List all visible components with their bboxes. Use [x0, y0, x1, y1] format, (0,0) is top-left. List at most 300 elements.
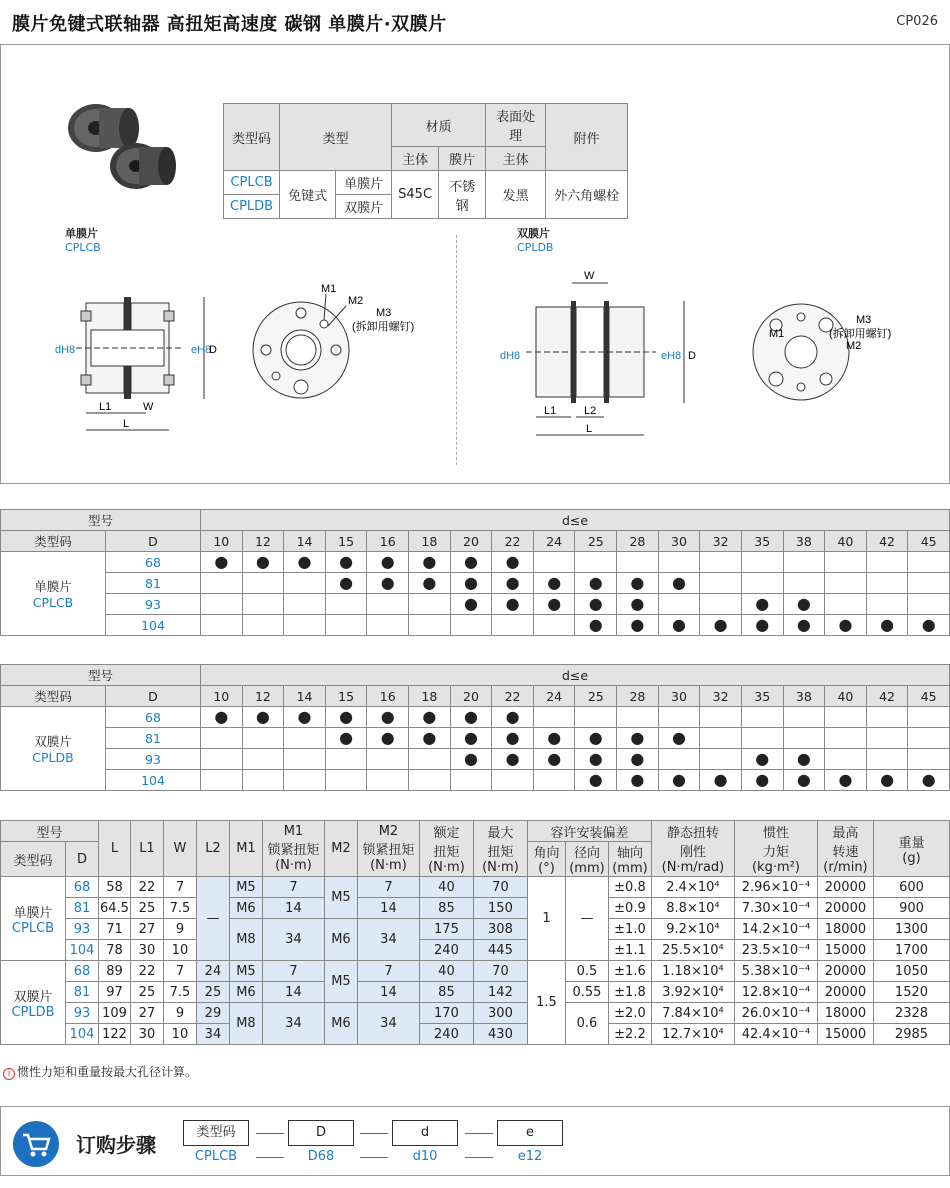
- sz2-d-value: 104: [106, 770, 201, 791]
- availability-dot: ●: [325, 728, 367, 749]
- single-diagram-label: 单膜片 CPLCB: [65, 227, 101, 254]
- big-m1: M5: [229, 877, 262, 898]
- big-axial: ±1.1: [608, 940, 651, 961]
- big-code-text: CPLCB: [11, 920, 55, 936]
- sz2-code-text: CPLDB: [32, 750, 74, 765]
- empty-cell: [825, 749, 867, 770]
- empty-cell: [658, 552, 700, 573]
- order-box-e: e: [497, 1120, 563, 1146]
- availability-dot: ●: [658, 615, 700, 636]
- availability-dot: ●: [617, 615, 659, 636]
- empty-cell: [908, 728, 950, 749]
- sz2-h-dle: d≤e: [201, 665, 950, 686]
- empty-cell: [367, 594, 409, 615]
- empty-cell: [201, 728, 243, 749]
- sz2-col-22: 22: [492, 686, 534, 707]
- size-table-single: [0, 509, 950, 636]
- big-h-m2-torque: M2 锁紧扭矩 (N·m): [357, 821, 419, 877]
- availability-dot: ●: [617, 594, 659, 615]
- spec-h-film: 膜片: [439, 147, 486, 171]
- single-side-drawing: [51, 275, 221, 445]
- big-inertia: 5.38×10⁻⁴: [734, 961, 817, 982]
- big-l1: 30: [130, 1024, 163, 1045]
- big-w: 10: [163, 940, 196, 961]
- empty-cell: [409, 749, 451, 770]
- availability-dot: ●: [242, 552, 284, 573]
- order-val-d: d10: [412, 1149, 438, 1164]
- empty-cell: [575, 707, 617, 728]
- empty-cell: [284, 594, 326, 615]
- sz1-d-value: 68: [106, 552, 201, 573]
- big-angle: 1: [527, 877, 565, 961]
- big-h-angle: 角向 (°): [527, 842, 565, 877]
- big-d: 104: [66, 1024, 99, 1045]
- availability-dot: ●: [658, 728, 700, 749]
- big-axial: ±2.2: [608, 1024, 651, 1045]
- big-weight: 2985: [873, 1024, 949, 1045]
- big-max: 308: [473, 919, 527, 940]
- big-max: 70: [473, 961, 527, 982]
- big-axial: ±1.8: [608, 982, 651, 1003]
- big-radial: 0.6: [565, 1003, 608, 1045]
- sz2-h-d: D: [106, 686, 201, 707]
- sz1-col-12: 12: [242, 531, 284, 552]
- big-stiff: 1.18×10⁴: [651, 961, 734, 982]
- big-stiff: 8.8×10⁴: [651, 898, 734, 919]
- empty-cell: [284, 770, 326, 791]
- sz1-col-40: 40: [825, 531, 867, 552]
- dim-l-double: L: [586, 423, 593, 435]
- availability-dot: ●: [533, 594, 575, 615]
- dim-dh8-double: dH8: [500, 350, 521, 362]
- empty-cell: [325, 615, 367, 636]
- big-weight: 1520: [873, 982, 949, 1003]
- big-h-rated: 额定 扭矩 (N·m): [419, 821, 473, 877]
- big-w: 7: [163, 961, 196, 982]
- big-t2: 14: [357, 982, 419, 1003]
- big-speed: 15000: [817, 940, 873, 961]
- availability-dot: ●: [575, 728, 617, 749]
- big-l1: 22: [130, 961, 163, 982]
- label-m2: M2: [348, 295, 364, 307]
- empty-cell: [450, 615, 492, 636]
- sz1-col-14: 14: [284, 531, 326, 552]
- big-t1: 34: [262, 1003, 324, 1045]
- big-speed: 20000: [817, 961, 873, 982]
- empty-cell: [201, 573, 243, 594]
- spec-h-type: 类型: [280, 104, 392, 171]
- availability-dot: ●: [492, 573, 534, 594]
- sz2-col-14: 14: [284, 686, 326, 707]
- spec-accessory: 外六角螺栓: [546, 171, 628, 219]
- availability-dot: ●: [866, 770, 908, 791]
- big-d: 104: [66, 940, 99, 961]
- spec-sub-single: 单膜片: [336, 171, 392, 195]
- big-t1: 7: [262, 961, 324, 982]
- availability-dot: ●: [617, 728, 659, 749]
- availability-dot: ●: [325, 707, 367, 728]
- empty-cell: [284, 749, 326, 770]
- big-m2: M5: [324, 877, 357, 919]
- empty-cell: [908, 573, 950, 594]
- empty-cell: [533, 770, 575, 791]
- empty-cell: [700, 552, 742, 573]
- empty-cell: [866, 594, 908, 615]
- availability-dot: ●: [575, 573, 617, 594]
- sz1-col-30: 30: [658, 531, 700, 552]
- spec-code-cplcb: CPLCB: [224, 171, 280, 195]
- empty-cell: [908, 749, 950, 770]
- empty-cell: [242, 770, 284, 791]
- sz1-h-xinghao: 型号: [1, 510, 201, 531]
- empty-cell: [741, 707, 783, 728]
- spec-h-typecode: 类型码: [224, 104, 280, 171]
- big-l2: 34: [196, 1024, 229, 1045]
- dim-eh8-double: eH8: [661, 350, 682, 362]
- sz2-col-28: 28: [617, 686, 659, 707]
- big-inertia: 23.5×10⁻⁴: [734, 940, 817, 961]
- availability-dot: ●: [450, 728, 492, 749]
- big-max: 430: [473, 1024, 527, 1045]
- big-radial-dash: —: [565, 877, 608, 961]
- empty-cell: [700, 749, 742, 770]
- big-d: 68: [66, 961, 99, 982]
- big-inertia: 2.96×10⁻⁴: [734, 877, 817, 898]
- availability-dot: ●: [741, 770, 783, 791]
- empty-cell: [908, 707, 950, 728]
- big-radial: 0.5: [565, 961, 608, 982]
- big-radial: 0.55: [565, 982, 608, 1003]
- sz1-col-32: 32: [700, 531, 742, 552]
- availability-dot: ●: [492, 728, 534, 749]
- sz1-code-text: CPLCB: [32, 595, 74, 610]
- availability-dot: ●: [575, 615, 617, 636]
- big-h-l: L: [99, 821, 131, 877]
- spec-h-material: 材质: [392, 104, 486, 147]
- big-weight: 1300: [873, 919, 949, 940]
- availability-dot: ●: [325, 573, 367, 594]
- sz2-h-typecode: 类型码: [1, 686, 106, 707]
- sz2-col-18: 18: [409, 686, 451, 707]
- big-h-m1: M1: [229, 821, 262, 877]
- empty-cell: [866, 552, 908, 573]
- empty-cell: [617, 552, 659, 573]
- empty-cell: [825, 552, 867, 573]
- availability-dot: ●: [284, 552, 326, 573]
- info-icon: i: [3, 1068, 15, 1080]
- dim-l1-double: L1: [544, 405, 557, 417]
- sz1-col-24: 24: [533, 531, 575, 552]
- availability-dot: ●: [575, 749, 617, 770]
- double-diagram-label: 双膜片 CPLDB: [517, 227, 554, 254]
- empty-cell: [866, 573, 908, 594]
- empty-cell: [700, 594, 742, 615]
- big-h-inertia: 惯性 力矩 (kg·m²): [734, 821, 817, 877]
- empty-cell: [367, 615, 409, 636]
- double-side-drawing: [496, 267, 706, 447]
- availability-dot: ●: [450, 552, 492, 573]
- sz1-h-d: D: [106, 531, 201, 552]
- availability-dot: ●: [783, 749, 825, 770]
- big-inertia: 42.4×10⁻⁴: [734, 1024, 817, 1045]
- sz1-col-45: 45: [908, 531, 950, 552]
- big-speed: 18000: [817, 1003, 873, 1024]
- availability-dot: ●: [409, 707, 451, 728]
- big-m1: M8: [229, 1003, 262, 1045]
- empty-cell: [201, 615, 243, 636]
- big-t2: 14: [357, 898, 419, 919]
- empty-cell: [741, 573, 783, 594]
- sz2-d-value: 93: [106, 749, 201, 770]
- big-weight: 1050: [873, 961, 949, 982]
- big-l: 122: [99, 1024, 131, 1045]
- big-h-xinghao: 型号: [1, 821, 99, 842]
- availability-dot: ●: [700, 770, 742, 791]
- empty-cell: [492, 615, 534, 636]
- big-m1: M5: [229, 961, 262, 982]
- availability-dot: ●: [908, 615, 950, 636]
- big-name-text: 单膜片: [13, 905, 53, 921]
- big-m2: M6: [324, 919, 357, 961]
- big-l1: 25: [130, 982, 163, 1003]
- empty-cell: [617, 707, 659, 728]
- empty-cell: [450, 770, 492, 791]
- big-w: 7: [163, 877, 196, 898]
- sz1-col-42: 42: [866, 531, 908, 552]
- availability-dot: ●: [367, 573, 409, 594]
- big-axial: ±0.9: [608, 898, 651, 919]
- sz1-name-text: 单膜片: [34, 579, 72, 594]
- footnote: i 惯性力矩和重量按最大孔径计算。: [3, 1063, 197, 1080]
- big-rated: 85: [419, 982, 473, 1003]
- spec-surface: 发黑: [486, 171, 546, 219]
- big-rated: 40: [419, 961, 473, 982]
- availability-dot: ●: [741, 749, 783, 770]
- big-m2: M6: [324, 1003, 357, 1045]
- big-t2: 7: [357, 961, 419, 982]
- big-w: 10: [163, 1024, 196, 1045]
- big-inertia: 14.2×10⁻⁴: [734, 919, 817, 940]
- label-m3-note-double: (拆卸用螺钉): [829, 328, 892, 340]
- order-steps: [0, 1106, 950, 1176]
- empty-cell: [242, 594, 284, 615]
- availability-dot: ●: [201, 707, 243, 728]
- spec-film-material: 不锈钢: [439, 171, 486, 219]
- spec-h-accessory: 附件: [546, 104, 628, 171]
- big-d: 81: [66, 982, 99, 1003]
- big-h-l2: L2: [196, 821, 229, 877]
- empty-cell: [201, 594, 243, 615]
- dim-d-cap: D: [209, 344, 217, 356]
- page-title: 膜片免键式联轴器 高扭矩高速度 碳钢 单膜片·双膜片: [12, 14, 447, 35]
- empty-cell: [866, 728, 908, 749]
- cart-icon: [13, 1121, 59, 1167]
- big-stiff: 12.7×10⁴: [651, 1024, 734, 1045]
- availability-dot: ●: [533, 573, 575, 594]
- sz2-d-value: 68: [106, 707, 201, 728]
- availability-dot: ●: [617, 573, 659, 594]
- sz1-d-value: 93: [106, 594, 201, 615]
- empty-cell: [783, 728, 825, 749]
- size-table-double: [0, 664, 950, 791]
- big-stiff: 7.84×10⁴: [651, 1003, 734, 1024]
- big-rated: 85: [419, 898, 473, 919]
- sz1-h-typecode: 类型码: [1, 531, 106, 552]
- big-d: 93: [66, 1003, 99, 1024]
- availability-dot: ●: [284, 707, 326, 728]
- availability-dot: ●: [825, 770, 867, 791]
- order-title: 订购步骤: [76, 1133, 156, 1157]
- big-l1: 27: [130, 919, 163, 940]
- spec-type: 免键式: [280, 171, 336, 219]
- big-l2: 29: [196, 1003, 229, 1024]
- big-rated: 170: [419, 1003, 473, 1024]
- catalog-code: CP026: [896, 14, 938, 29]
- big-speed: 20000: [817, 898, 873, 919]
- availability-dot: ●: [658, 770, 700, 791]
- empty-cell: [242, 615, 284, 636]
- big-w: 9: [163, 1003, 196, 1024]
- sz1-col-10: 10: [201, 531, 243, 552]
- empty-cell: [700, 728, 742, 749]
- empty-cell: [825, 728, 867, 749]
- big-l: 64.5: [99, 898, 131, 919]
- big-speed: 20000: [817, 877, 873, 898]
- big-inertia: 12.8×10⁻⁴: [734, 982, 817, 1003]
- sz2-col-45: 45: [908, 686, 950, 707]
- big-l1: 27: [130, 1003, 163, 1024]
- empty-cell: [367, 770, 409, 791]
- empty-cell: [325, 770, 367, 791]
- big-max: 300: [473, 1003, 527, 1024]
- sz2-name-text: 双膜片: [34, 734, 72, 749]
- sz2-col-25: 25: [575, 686, 617, 707]
- dimension-table: [0, 820, 950, 1045]
- big-rated: 240: [419, 1024, 473, 1045]
- big-t2: 34: [357, 919, 419, 961]
- big-axial: ±1.0: [608, 919, 651, 940]
- big-w: 9: [163, 919, 196, 940]
- dim-l2-double: L2: [584, 405, 597, 417]
- sz1-col-20: 20: [450, 531, 492, 552]
- sz1-col-22: 22: [492, 531, 534, 552]
- big-h-weight: 重量 (g): [873, 821, 949, 877]
- availability-dot: ●: [658, 573, 700, 594]
- dim-eh8: eH8: [191, 344, 212, 356]
- sz1-col-38: 38: [783, 531, 825, 552]
- big-axial: ±0.8: [608, 877, 651, 898]
- big-l1: 22: [130, 877, 163, 898]
- dim-w-double: W: [584, 270, 595, 282]
- big-inertia: 26.0×10⁻⁴: [734, 1003, 817, 1024]
- sz1-col-28: 28: [617, 531, 659, 552]
- big-l: 78: [99, 940, 131, 961]
- empty-cell: [908, 594, 950, 615]
- empty-cell: [284, 728, 326, 749]
- sz2-col-38: 38: [783, 686, 825, 707]
- empty-cell: [908, 552, 950, 573]
- availability-dot: ●: [450, 594, 492, 615]
- big-weight: 900: [873, 898, 949, 919]
- sz2-col-12: 12: [242, 686, 284, 707]
- empty-cell: [741, 552, 783, 573]
- availability-dot: ●: [492, 552, 534, 573]
- big-l2-dash: —: [196, 877, 229, 961]
- big-l: 109: [99, 1003, 131, 1024]
- availability-dot: ●: [533, 749, 575, 770]
- big-speed: 20000: [817, 982, 873, 1003]
- big-stiff: 2.4×10⁴: [651, 877, 734, 898]
- label-m1: M1: [321, 283, 337, 295]
- label-m3: M3: [376, 307, 392, 319]
- empty-cell: [783, 573, 825, 594]
- big-h-w: W: [163, 821, 196, 877]
- empty-cell: [825, 707, 867, 728]
- empty-cell: [242, 728, 284, 749]
- big-d: 68: [66, 877, 99, 898]
- spec-table: [223, 103, 628, 219]
- sz1-h-dle: d≤e: [201, 510, 950, 531]
- label-m2-double: M2: [846, 340, 862, 352]
- empty-cell: [533, 707, 575, 728]
- order-box-d-cap: D: [288, 1120, 354, 1146]
- sz2-col-16: 16: [367, 686, 409, 707]
- availability-dot: ●: [533, 728, 575, 749]
- sz2-col-20: 20: [450, 686, 492, 707]
- big-t1: 34: [262, 919, 324, 961]
- big-type-name: [1, 877, 66, 961]
- availability-dot: ●: [617, 770, 659, 791]
- sz2-col-42: 42: [866, 686, 908, 707]
- big-t1: 14: [262, 982, 324, 1003]
- big-weight: 1700: [873, 940, 949, 961]
- sz2-col-32: 32: [700, 686, 742, 707]
- empty-cell: [284, 615, 326, 636]
- big-angle: 1.5: [527, 961, 565, 1045]
- availability-dot: ●: [783, 770, 825, 791]
- empty-cell: [367, 749, 409, 770]
- sz2-d-value: 81: [106, 728, 201, 749]
- big-rated: 175: [419, 919, 473, 940]
- big-max: 445: [473, 940, 527, 961]
- empty-cell: [284, 573, 326, 594]
- big-m1: M6: [229, 982, 262, 1003]
- availability-dot: ●: [367, 707, 409, 728]
- big-l2: 25: [196, 982, 229, 1003]
- empty-cell: [700, 707, 742, 728]
- sz1-col-15: 15: [325, 531, 367, 552]
- dim-l: L: [123, 418, 130, 430]
- availability-dot: ●: [908, 770, 950, 791]
- big-l2: 24: [196, 961, 229, 982]
- sz1-col-16: 16: [367, 531, 409, 552]
- big-rated: 240: [419, 940, 473, 961]
- sz1-d-value: 104: [106, 615, 201, 636]
- empty-cell: [866, 749, 908, 770]
- big-w: 7.5: [163, 982, 196, 1003]
- big-h-d: D: [66, 842, 99, 877]
- empty-cell: [409, 594, 451, 615]
- coupling-photo: [51, 90, 181, 200]
- availability-dot: ●: [575, 770, 617, 791]
- big-t2: 7: [357, 877, 419, 898]
- availability-dot: ●: [866, 615, 908, 636]
- empty-cell: [658, 594, 700, 615]
- empty-cell: [658, 707, 700, 728]
- big-max: 70: [473, 877, 527, 898]
- availability-dot: ●: [492, 594, 534, 615]
- big-t1: 7: [262, 877, 324, 898]
